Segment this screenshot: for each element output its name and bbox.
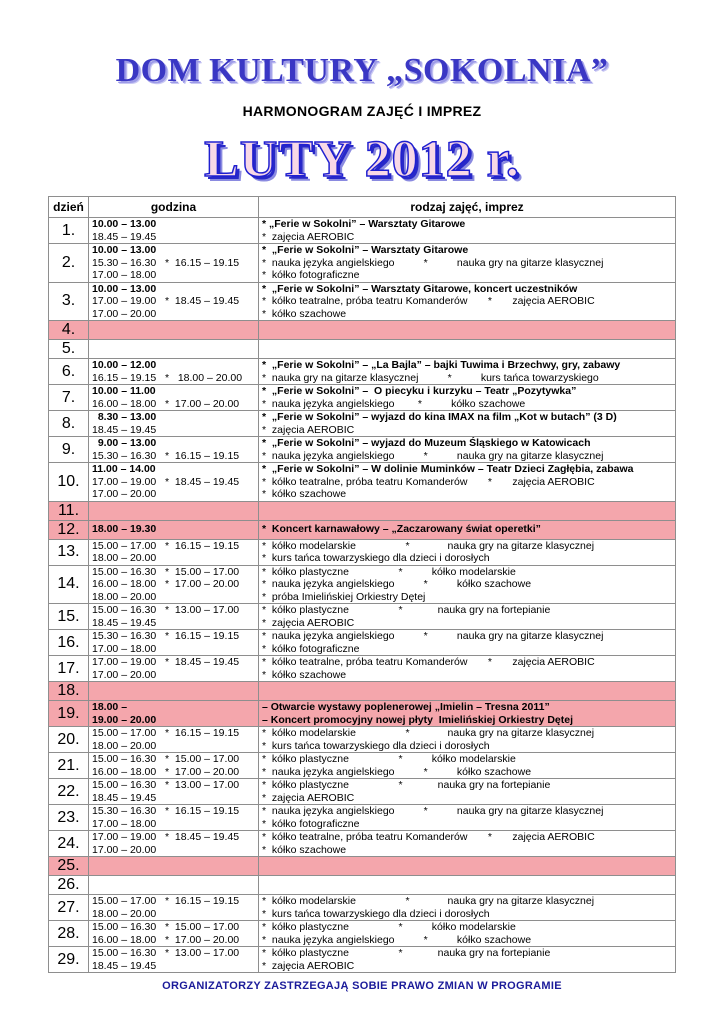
- day-cell: 9.: [49, 437, 89, 463]
- hours-line: 18.00 – 20.00: [92, 590, 157, 603]
- activity-line: * kółko szachowe: [262, 843, 347, 856]
- hours-line: 15.30 – 16.30 * 16.15 – 19.15: [92, 449, 240, 462]
- footer-note: ORGANIZATORZY ZASTRZEGAJĄ SOBIE PRAWO ZMIAN W PROGRAMIE: [162, 980, 562, 992]
- activity-line: * nauka języka angielskiego * nauka gry na gitarze klasycznej: [262, 630, 604, 642]
- hours-cell: [89, 701, 259, 727]
- activities-cell: [259, 630, 676, 656]
- activities-cell: [259, 753, 676, 779]
- header-activities: rodzaj zajęć, imprez: [259, 197, 676, 218]
- day-cell: 12.: [49, 520, 89, 539]
- table-row: [49, 831, 676, 857]
- hours-cell: [89, 831, 259, 857]
- hours-cell: [89, 565, 259, 604]
- table-row: [49, 437, 676, 463]
- activity-line: * nauka języka angielskiego * nauka gry na gitarze klasycznej: [262, 449, 604, 462]
- hours-line: 17.00 – 20.00: [92, 488, 157, 500]
- table-row: [49, 682, 676, 701]
- activities-cell: [259, 539, 676, 565]
- hours-cell: [89, 437, 259, 463]
- activity-line: * „Ferie w Sokolni” – Warsztaty Gitarowe, koncert uczestników: [262, 282, 578, 295]
- hours-cell: [89, 947, 259, 973]
- activities-cell: [259, 805, 676, 831]
- activity-line: * zajęcia AEROBIC: [262, 791, 355, 804]
- activities-cell: [259, 411, 676, 437]
- schedule-header-row: [49, 197, 676, 218]
- day-cell: 17.: [49, 656, 89, 682]
- schedule-body: [49, 218, 676, 973]
- activity-line: * kółko szachowe: [262, 668, 347, 681]
- activity-line: * kółko plastyczne * kółko modelarskie: [262, 753, 516, 765]
- table-row: [49, 857, 676, 876]
- hours-cell: [89, 779, 259, 805]
- hours-line: 18.00 –: [92, 701, 128, 713]
- table-row: [49, 520, 676, 539]
- day-cell: 28.: [49, 921, 89, 947]
- activity-line: * nauka języka angielskiego * kółko szachowe: [262, 397, 526, 410]
- activities-cell: [259, 501, 676, 520]
- activity-line: * „Ferie w Sokolni” – wyjazd do Muzeum Śląskiego w Katowicach: [262, 437, 591, 449]
- hours-line: 18.00 – 20.00: [92, 739, 157, 752]
- hours-line: 18.00 – 19.30: [92, 523, 157, 536]
- activity-line: * kółko teatralne, próba teatru Komanderów * zajęcia AEROBIC: [262, 475, 595, 488]
- activity-line: * kółko teatralne, próba teatru Komanderów * zajęcia AEROBIC: [262, 656, 595, 668]
- table-row: [49, 876, 676, 895]
- activities-cell: [259, 321, 676, 340]
- table-row: [49, 340, 676, 359]
- activities-cell: [259, 656, 676, 682]
- activities-cell: [259, 463, 676, 502]
- hours-line: 15.30 – 16.30 * 16.15 – 19.15: [92, 805, 240, 817]
- activity-line: * kółko teatralne, próba teatru Komanderów * zajęcia AEROBIC: [262, 295, 595, 307]
- activities-cell: [259, 727, 676, 753]
- table-row: [49, 753, 676, 779]
- hours-line: 18.45 – 19.45: [92, 791, 157, 804]
- activity-line: * kółko modelarskie * nauka gry na gitarze klasycznej: [262, 895, 595, 907]
- hours-cell: [89, 656, 259, 682]
- activity-line: * kurs tańca towarzyskiego dla dzieci i dorosłych: [262, 739, 490, 752]
- hours-line: 17.00 – 18.00: [92, 269, 157, 281]
- activity-line: * nauka języka angielskiego * kółko szachowe: [262, 933, 532, 946]
- day-cell: 13.: [49, 539, 89, 565]
- table-row: [49, 501, 676, 520]
- hours-line: 10.00 – 13.00: [92, 282, 157, 295]
- activity-line: * „Ferie w Sokolni” – wyjazd do kina IMAX na film „Kot w butach” (3 D): [262, 411, 617, 423]
- hours-cell: [89, 857, 259, 876]
- activity-line: * kółko teatralne, próba teatru Komanderów * zajęcia AEROBIC: [262, 831, 595, 843]
- hours-cell: [89, 218, 259, 244]
- activity-line: * kółko fotograficzne: [262, 817, 360, 830]
- day-cell: 4.: [49, 321, 89, 340]
- header-day: dzień: [49, 197, 89, 218]
- activity-line: * nauka języka angielskiego * nauka gry na gitarze klasycznej: [262, 805, 604, 817]
- activity-line: * kurs tańca towarzyskiego dla dzieci i dorosłych: [262, 907, 490, 920]
- hours-cell: [89, 282, 259, 321]
- activity-line: * „Ferie w Sokolni” – Warsztaty Gitarowe: [262, 218, 466, 230]
- activity-line: * „Ferie w Sokolni” – Warsztaty Gitarowe: [262, 244, 469, 256]
- hours-line: 15.00 – 17.00 * 16.15 – 19.15: [92, 727, 240, 739]
- activity-line: * Koncert karnawałowy – „Zaczarowany świat operetki”: [262, 523, 541, 536]
- hours-line: 17.00 – 19.00 * 18.45 – 19.45: [92, 656, 240, 668]
- day-cell: 20.: [49, 727, 89, 753]
- hours-line: 17.00 – 18.00: [92, 642, 157, 655]
- day-cell: 21.: [49, 753, 89, 779]
- activities-cell: [259, 340, 676, 359]
- activities-cell: [259, 244, 676, 283]
- hours-cell: [89, 876, 259, 895]
- activities-cell: [259, 437, 676, 463]
- table-row: [49, 321, 676, 340]
- hours-line: 10.00 – 13.00: [92, 218, 157, 230]
- activities-cell: [259, 857, 676, 876]
- day-cell: 14.: [49, 565, 89, 604]
- hours-line: 16.15 – 19.15 * 18.00 – 20.00: [92, 371, 243, 384]
- schedule-table: [48, 196, 676, 973]
- table-row: [49, 805, 676, 831]
- table-row: [49, 218, 676, 244]
- activity-line: * kółko plastyczne * nauka gry na fortepianie: [262, 604, 551, 616]
- activities-cell: [259, 831, 676, 857]
- day-cell: 15.: [49, 604, 89, 630]
- day-cell: 24.: [49, 831, 89, 857]
- day-cell: 2.: [49, 244, 89, 283]
- table-row: [49, 895, 676, 921]
- hours-cell: [89, 359, 259, 385]
- hours-cell: [89, 520, 259, 539]
- hours-line: 18.45 – 19.45: [92, 959, 157, 972]
- hours-line: 15.00 – 17.00 * 16.15 – 19.15: [92, 539, 240, 552]
- day-cell: 19.: [49, 701, 89, 727]
- table-row: [49, 630, 676, 656]
- activity-line: * kółko modelarskie * nauka gry na gitarze klasycznej: [262, 539, 595, 552]
- activity-line: * kurs tańca towarzyskiego dla dzieci i dorosłych: [262, 552, 490, 564]
- hours-cell: [89, 340, 259, 359]
- hours-line: 17.00 – 19.00 * 18.45 – 19.45: [92, 831, 240, 843]
- activities-cell: [259, 895, 676, 921]
- table-row: [49, 604, 676, 630]
- activities-cell: [259, 218, 676, 244]
- activities-cell: [259, 682, 676, 701]
- activity-line: * kółko plastyczne * nauka gry na fortepianie: [262, 947, 551, 959]
- activity-line: * kółko szachowe: [262, 307, 347, 320]
- activities-cell: [259, 947, 676, 973]
- activities-cell: [259, 921, 676, 947]
- table-row: [49, 385, 676, 411]
- table-row: [49, 921, 676, 947]
- activity-line: * nauka języka angielskiego * kółko szachowe: [262, 765, 532, 778]
- day-cell: 1.: [49, 218, 89, 244]
- hours-line: 16.00 – 18.00 * 17.00 – 20.00: [92, 397, 240, 410]
- hours-line: 8.30 – 13.00: [92, 411, 157, 423]
- day-cell: 27.: [49, 895, 89, 921]
- hours-cell: [89, 727, 259, 753]
- activity-line: * „Ferie w Sokolni” – „La Bajla” – bajki Tuwima i Brzechwy, gry, zabawy: [262, 359, 621, 371]
- hours-line: 15.00 – 16.30 * 15.00 – 17.00: [92, 565, 240, 578]
- hours-line: 17.00 – 18.00: [92, 817, 157, 830]
- activity-line: * kółko plastyczne * kółko modelarskie: [262, 921, 516, 933]
- hours-line: 18.45 – 19.45: [92, 230, 157, 243]
- day-cell: 10.: [49, 463, 89, 502]
- hours-cell: [89, 630, 259, 656]
- hours-line: 15.30 – 16.30 * 16.15 – 19.15: [92, 256, 240, 269]
- activity-line: – Koncert promocyjny nowej płyty Imielińskiej Orkiestry Dętej: [262, 713, 574, 726]
- table-row: [49, 244, 676, 283]
- hours-cell: [89, 385, 259, 411]
- hours-line: 10.00 – 11.00: [92, 385, 156, 397]
- day-cell: 16.: [49, 630, 89, 656]
- table-row: [49, 282, 676, 321]
- day-cell: 11.: [49, 501, 89, 520]
- hours-line: 15.00 – 16.30 * 15.00 – 17.00: [92, 921, 240, 933]
- header-hours: godzina: [89, 197, 259, 218]
- activities-cell: [259, 565, 676, 604]
- table-row: [49, 359, 676, 385]
- hours-cell: [89, 463, 259, 502]
- activities-cell: [259, 779, 676, 805]
- page-subtitle: HARMONOGRAM ZAJĘĆ I IMPREZ: [242, 103, 482, 119]
- hours-line: 18.45 – 19.45: [92, 616, 157, 629]
- table-row: [49, 656, 676, 682]
- hours-cell: [89, 604, 259, 630]
- activities-cell: [259, 282, 676, 321]
- month-heading: LUTY 2012 r.: [204, 131, 520, 188]
- hours-line: 18.00 – 20.00: [92, 907, 157, 920]
- table-row: [49, 701, 676, 727]
- activity-line: * zajęcia AEROBIC: [262, 230, 355, 243]
- table-row: [49, 727, 676, 753]
- hours-cell: [89, 539, 259, 565]
- table-row: [49, 565, 676, 604]
- hours-line: 9.00 – 13.00: [92, 437, 157, 449]
- hours-line: 15.00 – 16.30 * 13.00 – 17.00: [92, 604, 240, 616]
- hours-cell: [89, 895, 259, 921]
- table-row: [49, 539, 676, 565]
- hours-line: 15.00 – 16.30 * 15.00 – 17.00: [92, 753, 240, 765]
- activity-line: * zajęcia AEROBIC: [262, 423, 355, 436]
- activities-cell: [259, 876, 676, 895]
- day-cell: 8.: [49, 411, 89, 437]
- hours-line: 17.00 – 19.00 * 18.45 – 19.45: [92, 295, 240, 307]
- activity-line: * zajęcia AEROBIC: [262, 616, 355, 629]
- activity-line: * kółko plastyczne * nauka gry na fortepianie: [262, 779, 551, 791]
- hours-cell: [89, 244, 259, 283]
- day-cell: 25.: [49, 857, 89, 876]
- hours-cell: [89, 411, 259, 437]
- day-cell: 7.: [49, 385, 89, 411]
- hours-cell: [89, 321, 259, 340]
- day-cell: 6.: [49, 359, 89, 385]
- hours-cell: [89, 682, 259, 701]
- activity-line: * kółko szachowe: [262, 488, 347, 500]
- hours-cell: [89, 501, 259, 520]
- activity-line: – Otwarcie wystawy poplenerowej „Imielin – Tresna 2011”: [262, 701, 550, 713]
- activity-line: * nauka gry na gitarze klasycznej * kurs tańca towarzyskiego: [262, 371, 599, 384]
- activity-line: * nauka języka angielskiego * kółko szachowe: [262, 578, 532, 590]
- day-cell: 23.: [49, 805, 89, 831]
- hours-line: 15.00 – 16.30 * 13.00 – 17.00: [92, 779, 240, 791]
- hours-line: 16.00 – 18.00 * 17.00 – 20.00: [92, 765, 240, 778]
- hours-line: 17.00 – 19.00 * 18.45 – 19.45: [92, 475, 240, 488]
- activities-cell: [259, 604, 676, 630]
- hours-line: 17.00 – 20.00: [92, 668, 157, 681]
- hours-line: 19.00 – 20.00: [92, 713, 157, 726]
- table-row: [49, 411, 676, 437]
- activity-line: * kółko fotograficzne: [262, 269, 360, 281]
- day-cell: 18.: [49, 682, 89, 701]
- table-row: [49, 947, 676, 973]
- table-row: [49, 779, 676, 805]
- hours-line: 11.00 – 14.00: [92, 463, 156, 475]
- hours-line: 17.00 – 20.00: [92, 307, 157, 320]
- page-title: DOM KULTURY „SOKOLNIA”: [115, 52, 609, 89]
- hours-line: 15.00 – 17.00 * 16.15 – 19.15: [92, 895, 240, 907]
- hours-line: 15.00 – 16.30 * 13.00 – 17.00: [92, 947, 240, 959]
- hours-cell: [89, 805, 259, 831]
- activity-line: * próba Imielińskiej Orkiestry Dętej: [262, 590, 426, 603]
- activities-cell: [259, 359, 676, 385]
- day-cell: 26.: [49, 876, 89, 895]
- hours-line: 15.30 – 16.30 * 16.15 – 19.15: [92, 630, 240, 642]
- hours-cell: [89, 921, 259, 947]
- hours-line: 10.00 – 13.00: [92, 244, 157, 256]
- activity-line: * „Ferie w Sokolni” – O piecyku i kurzyku – Teatr „Pozytywka”: [262, 385, 577, 397]
- table-row: [49, 463, 676, 502]
- hours-line: 18.00 – 20.00: [92, 552, 157, 564]
- hours-line: 16.00 – 18.00 * 17.00 – 20.00: [92, 933, 240, 946]
- activity-line: * kółko modelarskie * nauka gry na gitarze klasycznej: [262, 727, 595, 739]
- activities-cell: [259, 520, 676, 539]
- day-cell: 29.: [49, 947, 89, 973]
- hours-line: 17.00 – 20.00: [92, 843, 157, 856]
- hours-line: 10.00 – 12.00: [92, 359, 157, 371]
- day-cell: 3.: [49, 282, 89, 321]
- activities-cell: [259, 701, 676, 727]
- activity-line: * kółko plastyczne * kółko modelarskie: [262, 565, 516, 578]
- activity-line: * kółko fotograficzne: [262, 642, 360, 655]
- day-cell: 22.: [49, 779, 89, 805]
- activity-line: * nauka języka angielskiego * nauka gry na gitarze klasycznej: [262, 256, 604, 269]
- day-cell: 5.: [49, 340, 89, 359]
- hours-line: 16.00 – 18.00 * 17.00 – 20.00: [92, 578, 240, 590]
- hours-cell: [89, 753, 259, 779]
- activities-cell: [259, 385, 676, 411]
- activity-line: * „Ferie w Sokolni” – W dolinie Muminków – Teatr Dzieci Zagłębia, zabawa: [262, 463, 634, 475]
- activity-line: * zajęcia AEROBIC: [262, 959, 355, 972]
- hours-line: 18.45 – 19.45: [92, 423, 157, 436]
